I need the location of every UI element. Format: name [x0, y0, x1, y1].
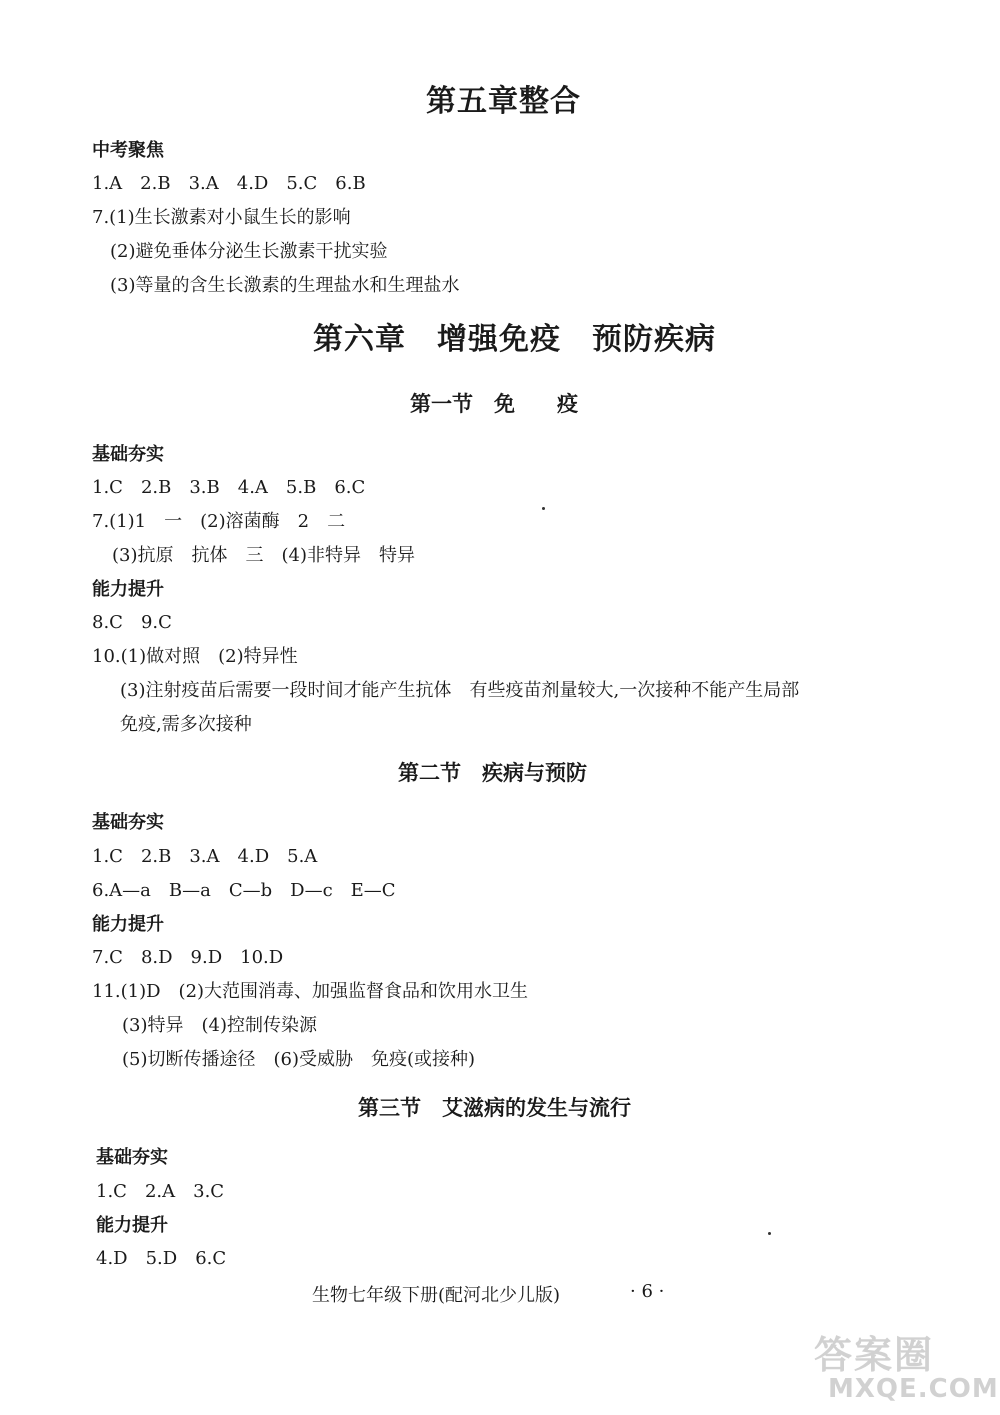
chapter5-line-1: 1.A 2.B 3.A 4.D 5.C 6.B: [92, 173, 366, 194]
section2-ability-line-3: (3)特异 (4)控制传染源: [122, 1015, 317, 1036]
section2-ability-line-4: (5)切断传播途径 (6)受威胁 免疫(或接种): [122, 1049, 476, 1070]
section2-basic-line-1: 1.C 2.B 3.A 4.D 5.A: [92, 846, 318, 867]
section2-basic-line-2: 6.A—a B—a C—b D—c E—C: [92, 880, 396, 901]
watermark: [796, 1322, 1000, 1415]
chapter5-line-2: 7.(1)生长激素对小鼠生长的影响: [92, 207, 351, 228]
section1-basic-line-2: 7.(1)1 一 (2)溶菌酶 2 二: [92, 511, 346, 532]
section3-basic-line-1: 1.C 2.A 3.C: [96, 1181, 225, 1202]
section1-title: 第一节 免 疫: [410, 392, 578, 416]
section3-ability-line-1: 4.D 5.D 6.C: [96, 1248, 227, 1269]
scan-speck: [768, 1232, 771, 1235]
section3-title: 第三节 艾滋病的发生与流行: [358, 1096, 631, 1120]
section2-ability-line-1: 7.C 8.D 9.D 10.D: [92, 947, 284, 968]
section3-basic-label: 基础夯实: [96, 1147, 168, 1168]
section1-ability-line-1: 8.C 9.C: [92, 612, 172, 633]
watermark-url: MXQE.COM: [828, 1374, 999, 1404]
section1-ability-line-4: 免疫,需多次接种: [120, 714, 252, 735]
section1-basic-line-3: (3)抗原 抗体 三 (4)非特异 特异: [112, 545, 415, 566]
watermark-logo: 答案圈: [814, 1333, 935, 1377]
chapter5-line-3: (2)避免垂体分泌生长激素干扰实验: [110, 241, 388, 262]
section2-title: 第二节 疾病与预防: [398, 761, 587, 785]
chapter5-title: 第五章整合: [426, 84, 581, 119]
section2-ability-label: 能力提升: [92, 914, 164, 935]
section1-basic-line-1: 1.C 2.B 3.B 4.A 5.B 6.C: [92, 477, 366, 498]
footer-page-number: · 6 ·: [630, 1281, 665, 1302]
chapter5-focus-label: 中考聚焦: [92, 140, 164, 161]
scan-speck: [542, 507, 545, 510]
section1-ability-label: 能力提升: [92, 579, 164, 600]
chapter6-title: 第六章 增强免疫 预防疾病: [313, 322, 716, 357]
section1-ability-line-3: (3)注射疫苗后需要一段时间才能产生抗体 有些疫苗剂量较大,一次接种不能产生局部: [120, 680, 800, 701]
section2-basic-label: 基础夯实: [92, 812, 164, 833]
footer-book-title: 生物七年级下册(配河北少儿版): [312, 1285, 561, 1306]
section1-basic-label: 基础夯实: [92, 444, 164, 465]
chapter5-line-4: (3)等量的含生长激素的生理盐水和生理盐水: [110, 275, 460, 296]
section3-ability-label: 能力提升: [96, 1215, 168, 1236]
section2-ability-line-2: 11.(1)D (2)大范围消毒、加强监督食品和饮用水卫生: [92, 981, 529, 1002]
section1-ability-line-2: 10.(1)做对照 (2)特异性: [92, 646, 298, 667]
